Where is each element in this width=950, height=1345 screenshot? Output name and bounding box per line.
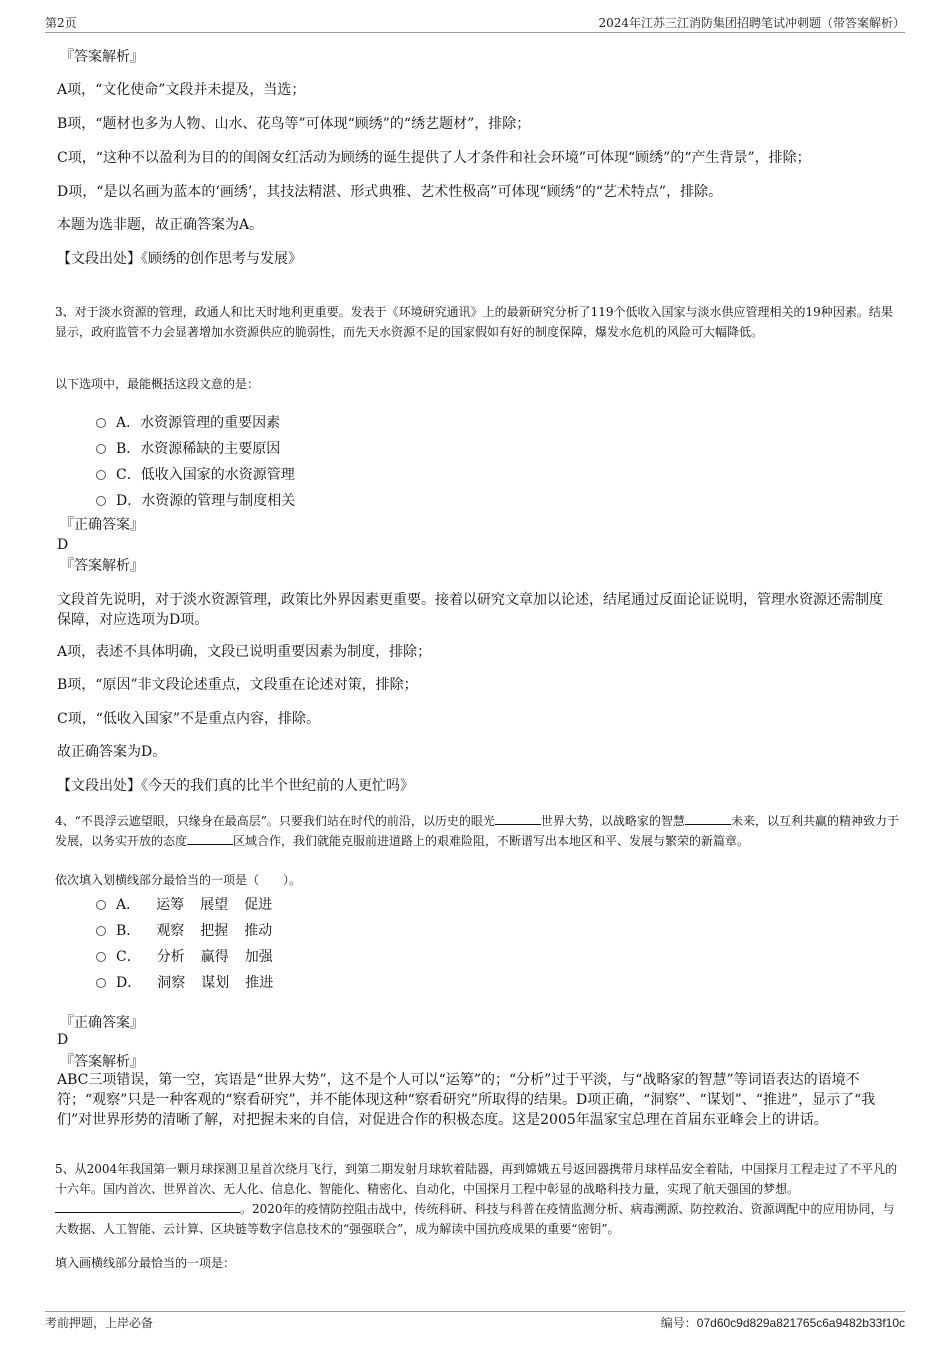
q3-option-d[interactable]: D．水资源的管理与制度相关: [96, 490, 295, 510]
radio-icon[interactable]: [96, 926, 106, 936]
radio-icon[interactable]: [96, 444, 106, 454]
q5-stem: 5、从2004年我国第一颗月球探测卫星首次绕月飞行，到第二期发射月球软着陆器，再到嫦娥五号返回器携带月球样品安全着陆，中国探月工程走过了不平凡的十六年。国内首次、世界首次、无人化、信息化、智能化、精密化、自动化，中国探月工程中彰显的战略科技力量，实现了航天强国的梦想。。2020年的疫情防控阻击战中，传统科研、科技与科普在疫情监测分析、病毒溯源、防控救治、资源调配中的应用协同，与大数据、人工智能、云计算、区块链等数字信息技术的“强强联合”，成为解读中国抗疫成果的重要“密钥”。: [55, 1162, 898, 1236]
q4-analysis: ABC三项错误，第一空，宾语是“世界大势”，这不是个人可以“运筹”的；“分析”过于平淡，与“战略家的智慧”等词语表达的语境不符；“观察”只是一种客观的“察看研究”，并不能体现这种“察看研究”所取得的结果。D项正确，“洞察”、“谋划”、“推进”，显示了“我们”对世界形势的清晰了解，对把握未来的自信，对促进合作的积极态度。这是2005年温家宝总理在首届东亚峰会上的讲话。: [57, 1072, 876, 1128]
q2-source: 【文段出处】《顾绣的创作思考与发展》: [57, 251, 302, 267]
q4-analysis-label: 『答案解析』: [60, 1054, 144, 1070]
document-code: 编号：07d60c9d829a821765c6a9482b33f10c: [660, 1316, 905, 1330]
q3-answer: D: [57, 537, 69, 553]
document-title: 2024年江苏三江消防集团招聘笔试冲刺题（带答案解析）: [598, 16, 905, 30]
radio-icon[interactable]: [96, 496, 106, 506]
footer-rule: [45, 1311, 905, 1312]
q2-analysis-line: C项，“这种不以盈利为目的的闺阁女红活动为顾绣的诞生提供了人才条件和社会环境”可体现“顾绣”的“产生背景”，排除；: [57, 150, 811, 166]
q3-source: 【文段出处】《今天的我们真的比半个世纪前的人更忙吗》: [57, 778, 414, 794]
radio-icon[interactable]: [96, 470, 106, 480]
q3-answer-label: 『正确答案』: [60, 517, 144, 533]
radio-icon[interactable]: [96, 952, 106, 962]
page-number: 第2页: [45, 16, 77, 30]
q4-answer-label: 『正确答案』: [60, 1015, 144, 1031]
q3-analysis-label: 『答案解析』: [60, 558, 144, 574]
q4-option-d[interactable]: D． 洞察 谋划 推进: [96, 972, 273, 992]
q3-analysis-main: 文段首先说明，对于淡水资源管理，政策比外界因素更重要。接着以研究文章加以论述，结尾通过反面论证说明，管理水资源还需制度保障，对应选项为D项。: [57, 592, 883, 628]
q2-analysis-line: B项，“题材也多为人物、山水、花鸟等”可体现“顾绣”的“绣艺题材”，排除；: [57, 116, 531, 132]
q4-option-a[interactable]: A． 运筹 展望 促进: [96, 894, 272, 914]
q2-analysis-label: 『答案解析』: [60, 49, 144, 65]
q3-prompt: 以下选项中，最能概括这段文意的是：: [55, 377, 260, 391]
q3-option-c[interactable]: C．低收入国家的水资源管理: [96, 464, 295, 484]
q2-conclusion: 本题为选非题，故正确答案为A。: [57, 217, 264, 233]
q3-stem: 3、对于淡水资源的管理，政通人和比天时地利更重要。发表于《环境研究通讯》上的最新研究分析了119个低收入国家与淡水供应管理相关的19种因素。结果显示，政府监管不力会显著增加水资源供应的脆弱性，而先天水资源不足的国家假如有好的制度保障，爆发水危机的风险可大幅降低。: [55, 305, 893, 339]
q3-analysis-line: B项，“原因”非文段论述重点，文段重在论述对策，排除；: [57, 677, 418, 693]
radio-icon[interactable]: [96, 418, 106, 428]
radio-icon[interactable]: [96, 900, 106, 910]
q4-answer: D: [57, 1032, 69, 1048]
q4-stem: 4、“不畏浮云遮望眼，只缘身在最高层”。只要我们站在时代的前沿，以历史的眼光 世界大势，以战略家的智慧 未来，以互利共赢的精神致力于发展，以务实开放的态度 区域合作，我们就能克服前进道路上的艰难险阻，不断谱写出本地区和平、发展与繁荣的新篇章。: [55, 814, 899, 848]
q3-analysis-line: C项，“低收入国家”不是重点内容，排除。: [57, 711, 321, 727]
q4-option-c[interactable]: C． 分析 赢得 加强: [96, 946, 273, 966]
q4-prompt: 依次填入划横线部分最恰当的一项是（ ）。: [55, 873, 302, 887]
radio-icon[interactable]: [96, 978, 106, 988]
q2-analysis-line: D项，“是以名画为蓝本的‘画绣’，其技法精湛、形式典雅、艺术性极高”可体现“顾绣”的“艺术特点”，排除。: [57, 184, 723, 200]
q5-prompt: 填入画横线部分最恰当的一项是：: [55, 1256, 236, 1270]
q3-conclusion: 故正确答案为D。: [57, 744, 167, 760]
q3-option-b[interactable]: B．水资源稀缺的主要原因: [96, 438, 280, 458]
fill-blank: [685, 813, 731, 825]
q3-option-a[interactable]: A．水资源管理的重要因素: [96, 412, 280, 432]
fill-blank: [187, 833, 233, 845]
fill-blank: [495, 813, 541, 825]
q4-option-b[interactable]: B． 观察 把握 推动: [96, 920, 272, 940]
q3-analysis-line: A项，表述不具体明确，文段已说明重要因素为制度，排除；: [57, 644, 432, 660]
header-rule: [45, 32, 905, 33]
footer-slogan: 考前押题，上岸必备: [45, 1316, 154, 1330]
q2-analysis-line: A项，“文化使命”文段并未提及，当选；: [57, 82, 306, 98]
fill-blank: [55, 1201, 240, 1213]
